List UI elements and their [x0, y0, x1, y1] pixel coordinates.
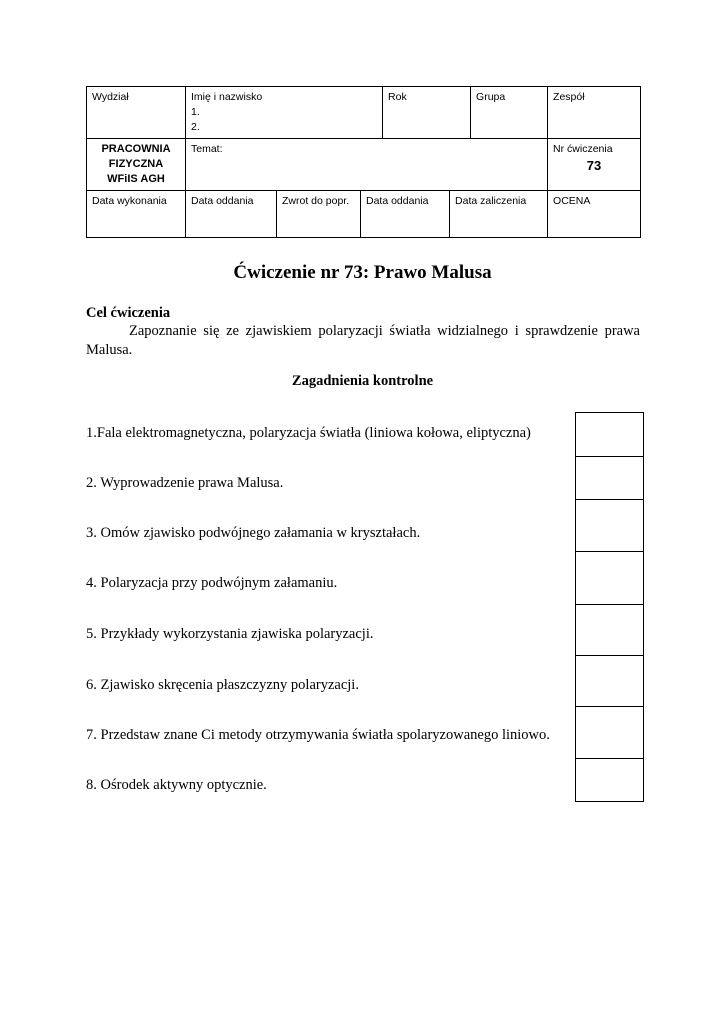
lab-line-2: FIZYCZNA — [108, 158, 164, 170]
question-item-7: 7. Przedstaw znane Ci metody otrzymywania światła spolaryzowanego liniowo. — [86, 727, 550, 743]
data-oddania-2-cell — [361, 191, 450, 238]
imie-cell — [186, 87, 383, 139]
zagadnienia-heading: Zagadnienia kontrolne — [291, 373, 434, 389]
grade-box[interactable] — [576, 605, 643, 656]
lab-name-cell — [87, 139, 186, 191]
data-oddania-1-label: Data oddania — [191, 195, 254, 207]
temat-label: Temat: — [191, 143, 223, 155]
imie-line-2: 2. — [191, 121, 200, 133]
question-item-2: 2. Wyprowadzenie prawa Malusa. — [86, 475, 284, 491]
data-wykonania-cell — [87, 191, 186, 238]
data-zaliczenia-label: Data zaliczenia — [455, 195, 527, 207]
grade-box[interactable] — [576, 457, 643, 500]
grupa-label: Grupa — [476, 91, 506, 103]
lab-line-1: PRACOWNIA — [101, 143, 171, 155]
header-table — [86, 86, 641, 238]
data-wykonania-label: Data wykonania — [92, 195, 167, 207]
data-oddania-1-cell — [186, 191, 277, 238]
imie-label: Imię i nazwisko — [191, 91, 263, 103]
cel-heading: Cel ćwiczenia — [86, 305, 171, 321]
ocena-label: OCENA — [553, 195, 591, 207]
grade-box[interactable] — [576, 413, 643, 457]
grade-box[interactable] — [576, 500, 643, 552]
question-item-1: 1.Fala elektromagnetyczna, polaryzacja światła (liniowa kołowa, eliptyczna) — [86, 425, 531, 441]
rok-label: Rok — [388, 91, 407, 103]
data-oddania-2-label: Data oddania — [366, 195, 429, 207]
nr-value: 73 — [586, 158, 602, 173]
grupa-cell — [471, 87, 548, 139]
zwrot-cell — [277, 191, 361, 238]
ocena-cell — [548, 191, 641, 238]
grade-box[interactable] — [576, 759, 643, 801]
zespol-cell — [548, 87, 641, 139]
question-item-4: 4. Polaryzacja przy podwójnym załamaniu. — [86, 575, 338, 591]
temat-cell — [186, 139, 548, 191]
grade-box[interactable] — [576, 552, 643, 605]
zespol-label: Zespół — [553, 91, 585, 103]
grade-box[interactable] — [576, 707, 643, 759]
imie-line-1: 1. — [191, 106, 200, 118]
nr-label: Nr ćwiczenia — [553, 143, 613, 155]
rok-cell — [383, 87, 471, 139]
question-item-6: 6. Zjawisko skręcenia płaszczyzny polaryzacji. — [86, 677, 359, 693]
question-item-5: 5. Przykłady wykorzystania zjawiska polaryzacji. — [86, 626, 374, 642]
data-zaliczenia-cell — [450, 191, 548, 238]
question-item-8: 8. Ośrodek aktywny optycznie. — [86, 777, 267, 793]
wydzial-cell — [87, 87, 186, 139]
nr-cell — [548, 139, 641, 191]
question-item-3: 3. Omów zjawisko podwójnego załamania w kryształach. — [86, 525, 421, 541]
wydzial-label: Wydział — [92, 91, 129, 103]
grade-box[interactable] — [576, 656, 643, 707]
grade-boxes — [575, 412, 644, 802]
zwrot-label: Zwrot do popr. — [282, 195, 350, 207]
cel-text: Zapoznanie się ze zjawiskiem polaryzacji światła widzialnego i sprawdzenie prawa Malusa. — [86, 323, 640, 358]
document-title: Ćwiczenie nr 73: Prawo Malusa — [233, 262, 492, 283]
lab-line-3: WFiIS AGH — [107, 173, 165, 185]
